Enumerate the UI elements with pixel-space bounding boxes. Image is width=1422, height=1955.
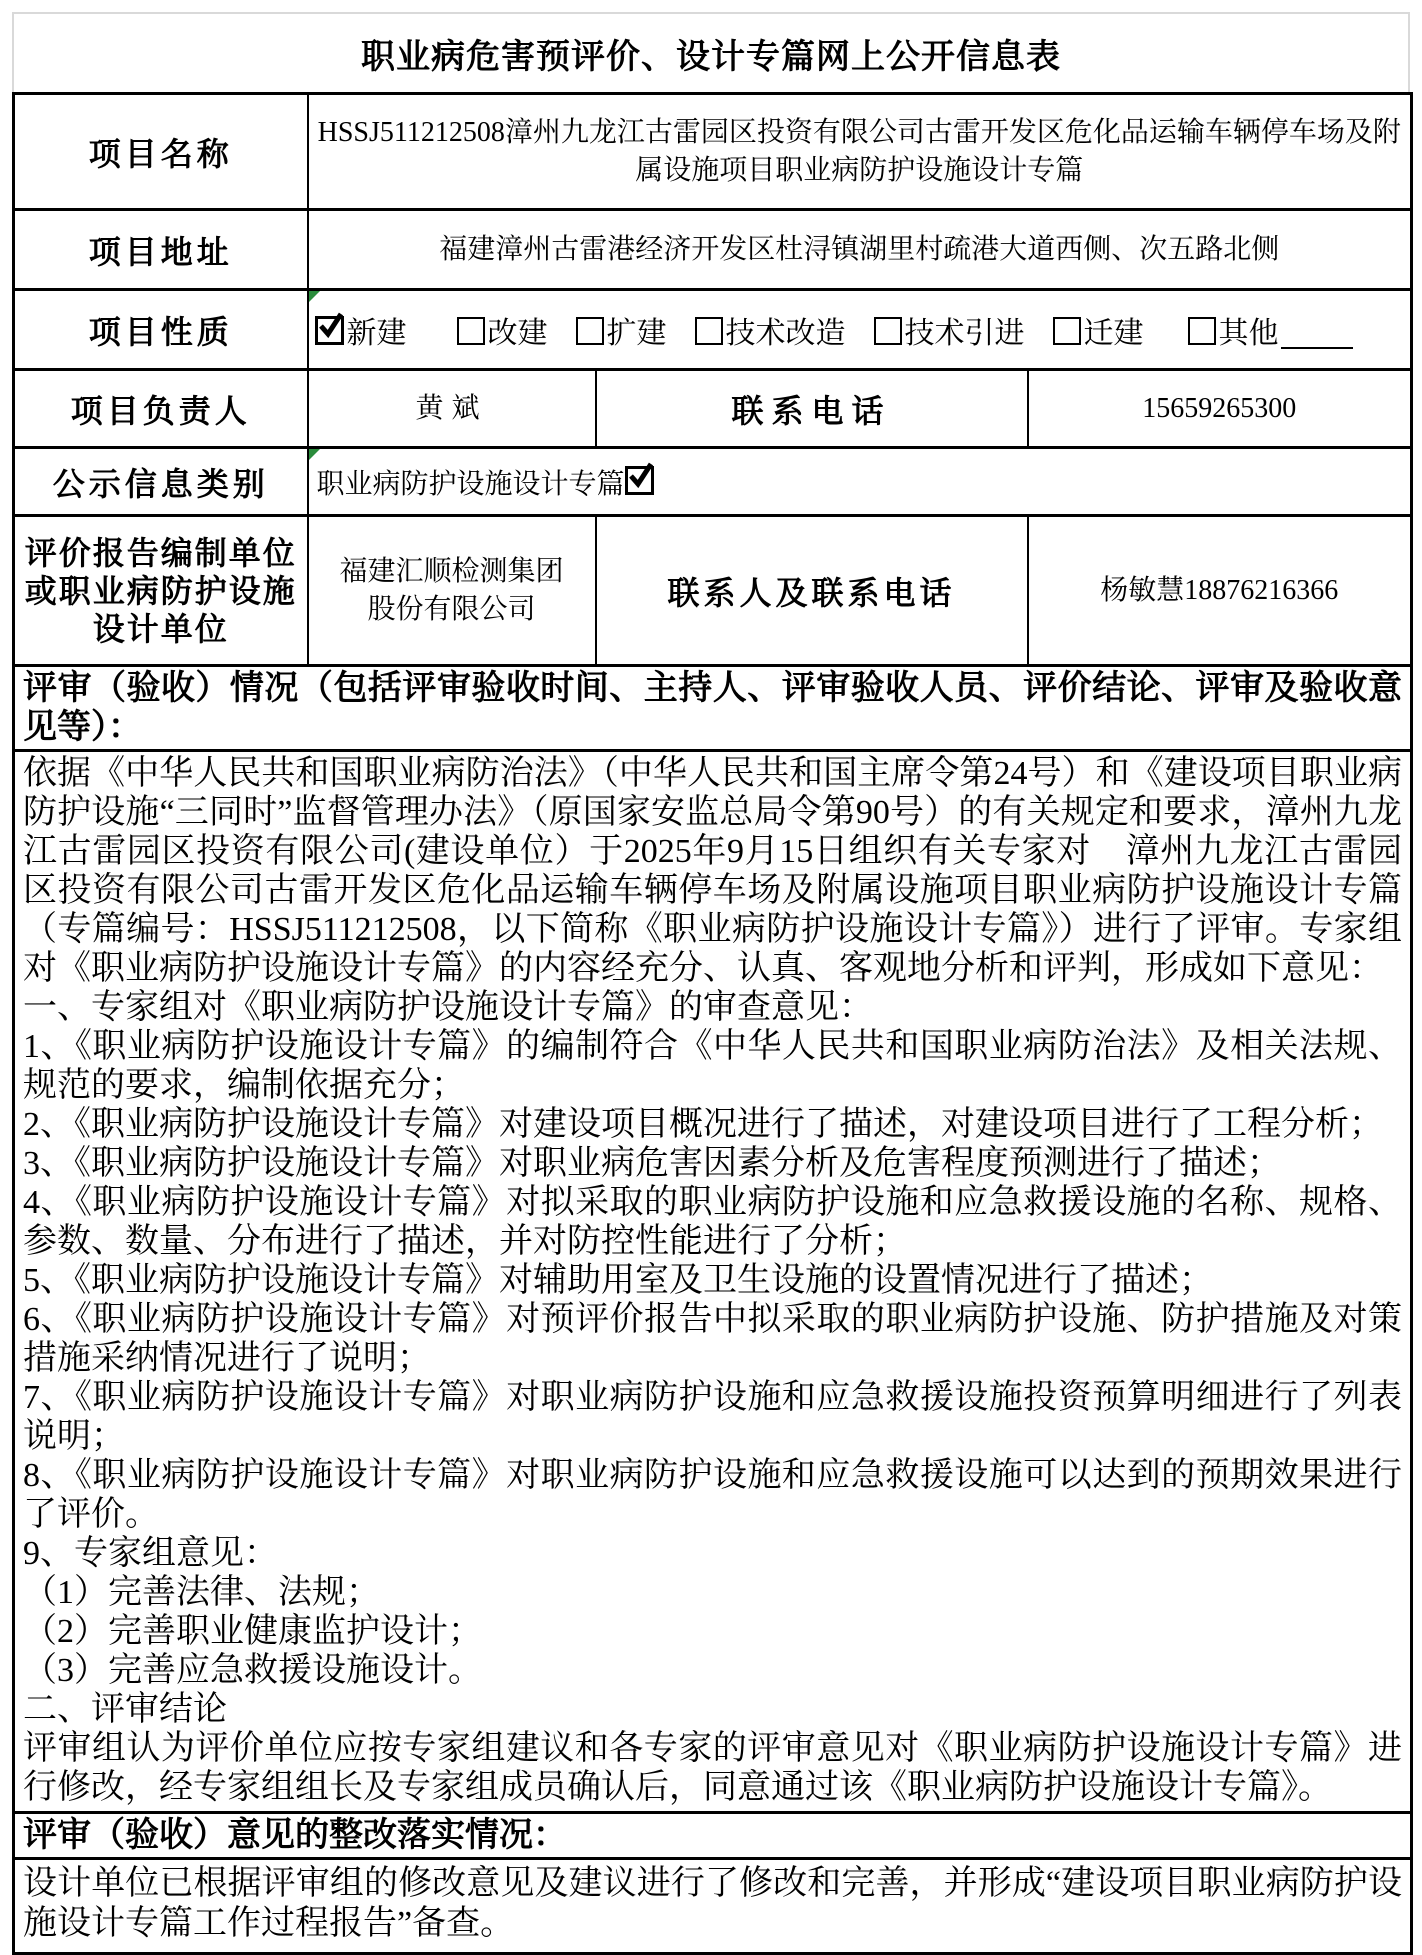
table-row-project-name bbox=[14, 94, 1412, 210]
review-paragraph: 1、《职业病防护设施设计专篇》的编制符合《中华人民共和国职业病防治法》及相关法规、规范的要求，编制依据充分； bbox=[23, 1028, 1402, 1104]
contact-value: 杨敏慧18876216366 bbox=[1028, 516, 1412, 666]
table-row-public-info-type bbox=[14, 448, 1412, 516]
checkbox-checked-icon[interactable] bbox=[315, 316, 344, 345]
review-paragraph: 一、专家组对《职业病防护设施设计专篇》的审查意见： bbox=[23, 989, 873, 1026]
project-nature-options bbox=[308, 290, 1412, 370]
nature-option-label: 新建 bbox=[346, 316, 407, 350]
nature-option-label: 技术引进 bbox=[904, 316, 1025, 350]
table-row-review-body bbox=[14, 751, 1412, 1813]
public-info-type-value-cell bbox=[308, 448, 1412, 516]
table-row-project-nature bbox=[14, 290, 1412, 370]
review-paragraph: 依据《中华人民共和国职业病防治法》（中华人民共和国主席令第24号）和《建设项目职业病防护设施“三同时”监督管理办法》（原国家安监总局令第90号）的有关规定和要求，漳州九龙江古雷园区投资有限公司(建设单位）于2025年9月15日组织有关专家对 漳州九龙江古雷园区投资有限公司古雷开发区危化品运输车辆停车场及附属设施项目职业病防护设施设计专篇 （专篇编号：HSSJ511212508，以下简称《职业病防护设施设计专篇》）进行了评审。专家组对《职业病防护设施设计专篇》的内容经充分、认真、客观地分析和评判，形成如下意见： bbox=[23, 755, 1402, 987]
design-unit-label-line: 设计单位 bbox=[92, 610, 229, 647]
nature-option-new bbox=[315, 308, 407, 352]
excel-unlocked-marker-icon bbox=[309, 449, 320, 460]
checkbox-unchecked-icon[interactable] bbox=[1053, 317, 1081, 345]
nature-option-label: 其他 bbox=[1218, 316, 1279, 350]
review-paragraph: （1）完善法律、法规； bbox=[23, 1574, 380, 1611]
review-paragraph: 6、《职业病防护设施设计专篇》对预评价报告中拟采取的职业病防护设施、防护措施及对策措施采纳情况进行了说明； bbox=[23, 1301, 1402, 1377]
checkbox-checked-icon[interactable] bbox=[625, 466, 654, 495]
page-title: 职业病危害预评价、设计专篇网上公开信息表 bbox=[361, 38, 1061, 76]
checkbox-unchecked-icon[interactable] bbox=[1188, 317, 1216, 345]
checkbox-unchecked-icon[interactable] bbox=[576, 317, 604, 345]
review-paragraph: 5、《职业病防护设施设计专篇》对辅助用室及卫生设施的设置情况进行了描述； bbox=[23, 1262, 1213, 1299]
nature-option-other bbox=[1188, 308, 1353, 352]
table-row-design-unit bbox=[14, 516, 1412, 666]
nature-option-label: 改建 bbox=[487, 316, 548, 350]
nature-option-rebuild bbox=[457, 308, 548, 352]
checkbox-unchecked-icon[interactable] bbox=[457, 317, 485, 345]
review-paragraph: 3、《职业病防护设施设计专篇》对职业病危害因素分析及危害程度预测进行了描述； bbox=[23, 1145, 1281, 1182]
nature-option-tech-import bbox=[874, 308, 1025, 352]
project-leader-value: 黄斌 bbox=[308, 370, 596, 448]
table-row-rectification-header bbox=[14, 1813, 1412, 1859]
project-leader-label: 项目负责人 bbox=[14, 370, 308, 448]
design-unit-value-line: 股份有限公司 bbox=[367, 593, 536, 625]
public-info-table bbox=[12, 92, 1413, 1955]
project-address-value: 福建漳州古雷港经济开发区杜浔镇湖里村疏港大道西侧、次五路北侧 bbox=[308, 210, 1412, 290]
table-row-rectification-body bbox=[14, 1859, 1412, 1954]
design-unit-label-line: 评价报告编制单位 bbox=[24, 534, 297, 571]
form-title-box bbox=[12, 12, 1410, 92]
table-row-project-address bbox=[14, 210, 1412, 290]
project-name-label: 项目名称 bbox=[14, 94, 308, 210]
nature-option-label: 技术改造 bbox=[725, 316, 846, 350]
review-paragraph: （2）完善职业健康监护设计； bbox=[23, 1613, 482, 1650]
design-unit-value bbox=[308, 516, 596, 666]
other-blank-line bbox=[1281, 319, 1353, 349]
nature-option-tech-upgrade bbox=[695, 308, 846, 352]
review-paragraph: 8、《职业病防护设施设计专篇》对职业病防护设施和应急救援设施可以达到的预期效果进行了评价。 bbox=[23, 1457, 1402, 1533]
rectification-section-content: 设计单位已根据评审组的修改意见及建议进行了修改和完善，并形成“建设项目职业病防护设施设计专篇工作过程报告”备查。 bbox=[14, 1859, 1412, 1954]
review-paragraph: （3）完善应急救援设施设计。 bbox=[23, 1652, 482, 1689]
review-paragraph: 4、《职业病防护设施设计专篇》对拟采取的职业病防护设施和应急救援设施的名称、规格、参数、数量、分布进行了描述，并对防控性能进行了分析； bbox=[23, 1184, 1402, 1260]
public-info-type-value: 职业病防护设施设计专篇 bbox=[316, 468, 625, 500]
contact-label: 联系人及联系电话 bbox=[596, 516, 1028, 666]
review-section-header: 评审（验收）情况（包括评审验收时间、主持人、评审验收人员、评价结论、评审及验收意见等）： bbox=[14, 666, 1412, 751]
table-row-review-header bbox=[14, 666, 1412, 751]
design-unit-value-line: 福建汇顺检测集团 bbox=[339, 555, 564, 587]
excel-unlocked-marker-icon bbox=[309, 291, 320, 302]
table-row-project-leader bbox=[14, 370, 1412, 448]
nature-option-expand bbox=[576, 308, 667, 352]
nature-option-relocate bbox=[1053, 308, 1144, 352]
design-unit-label bbox=[14, 516, 308, 666]
rectification-section-header: 评审（验收）意见的整改落实情况： bbox=[14, 1813, 1412, 1859]
nature-option-label: 迁建 bbox=[1083, 316, 1144, 350]
phone-value: 15659265300 bbox=[1028, 370, 1412, 448]
review-paragraph: 2、《职业病防护设施设计专篇》对建设项目概况进行了描述，对建设项目进行了工程分析； bbox=[23, 1106, 1383, 1143]
checkbox-unchecked-icon[interactable] bbox=[695, 317, 723, 345]
project-address-label: 项目地址 bbox=[14, 210, 308, 290]
project-nature-label: 项目性质 bbox=[14, 290, 308, 370]
review-section-body bbox=[14, 751, 1412, 1813]
nature-option-label: 扩建 bbox=[606, 316, 667, 350]
public-info-type-label: 公示信息类别 bbox=[14, 448, 308, 516]
design-unit-label-line: 或职业病防护设施 bbox=[24, 572, 297, 609]
project-name-value: HSSJ511212508漳州九龙江古雷园区投资有限公司古雷开发区危化品运输车辆停车场及附属设施项目职业病防护设施设计专篇 bbox=[308, 94, 1412, 210]
review-paragraph: 评审组认为评价单位应按专家组建议和各专家的评审意见对《职业病防护设施设计专篇》进行修改，经专家组组长及专家组成员确认后，同意通过该《职业病防护设施设计专篇》。 bbox=[23, 1730, 1402, 1806]
review-paragraph: 7、《职业病防护设施设计专篇》对职业病防护设施和应急救援设施投资预算明细进行了列表说明； bbox=[23, 1379, 1402, 1455]
phone-label: 联系电话 bbox=[596, 370, 1028, 448]
review-paragraph: 二、评审结论 bbox=[23, 1691, 227, 1728]
checkbox-unchecked-icon[interactable] bbox=[874, 317, 902, 345]
review-paragraph: 9、专家组意见： bbox=[23, 1535, 278, 1572]
